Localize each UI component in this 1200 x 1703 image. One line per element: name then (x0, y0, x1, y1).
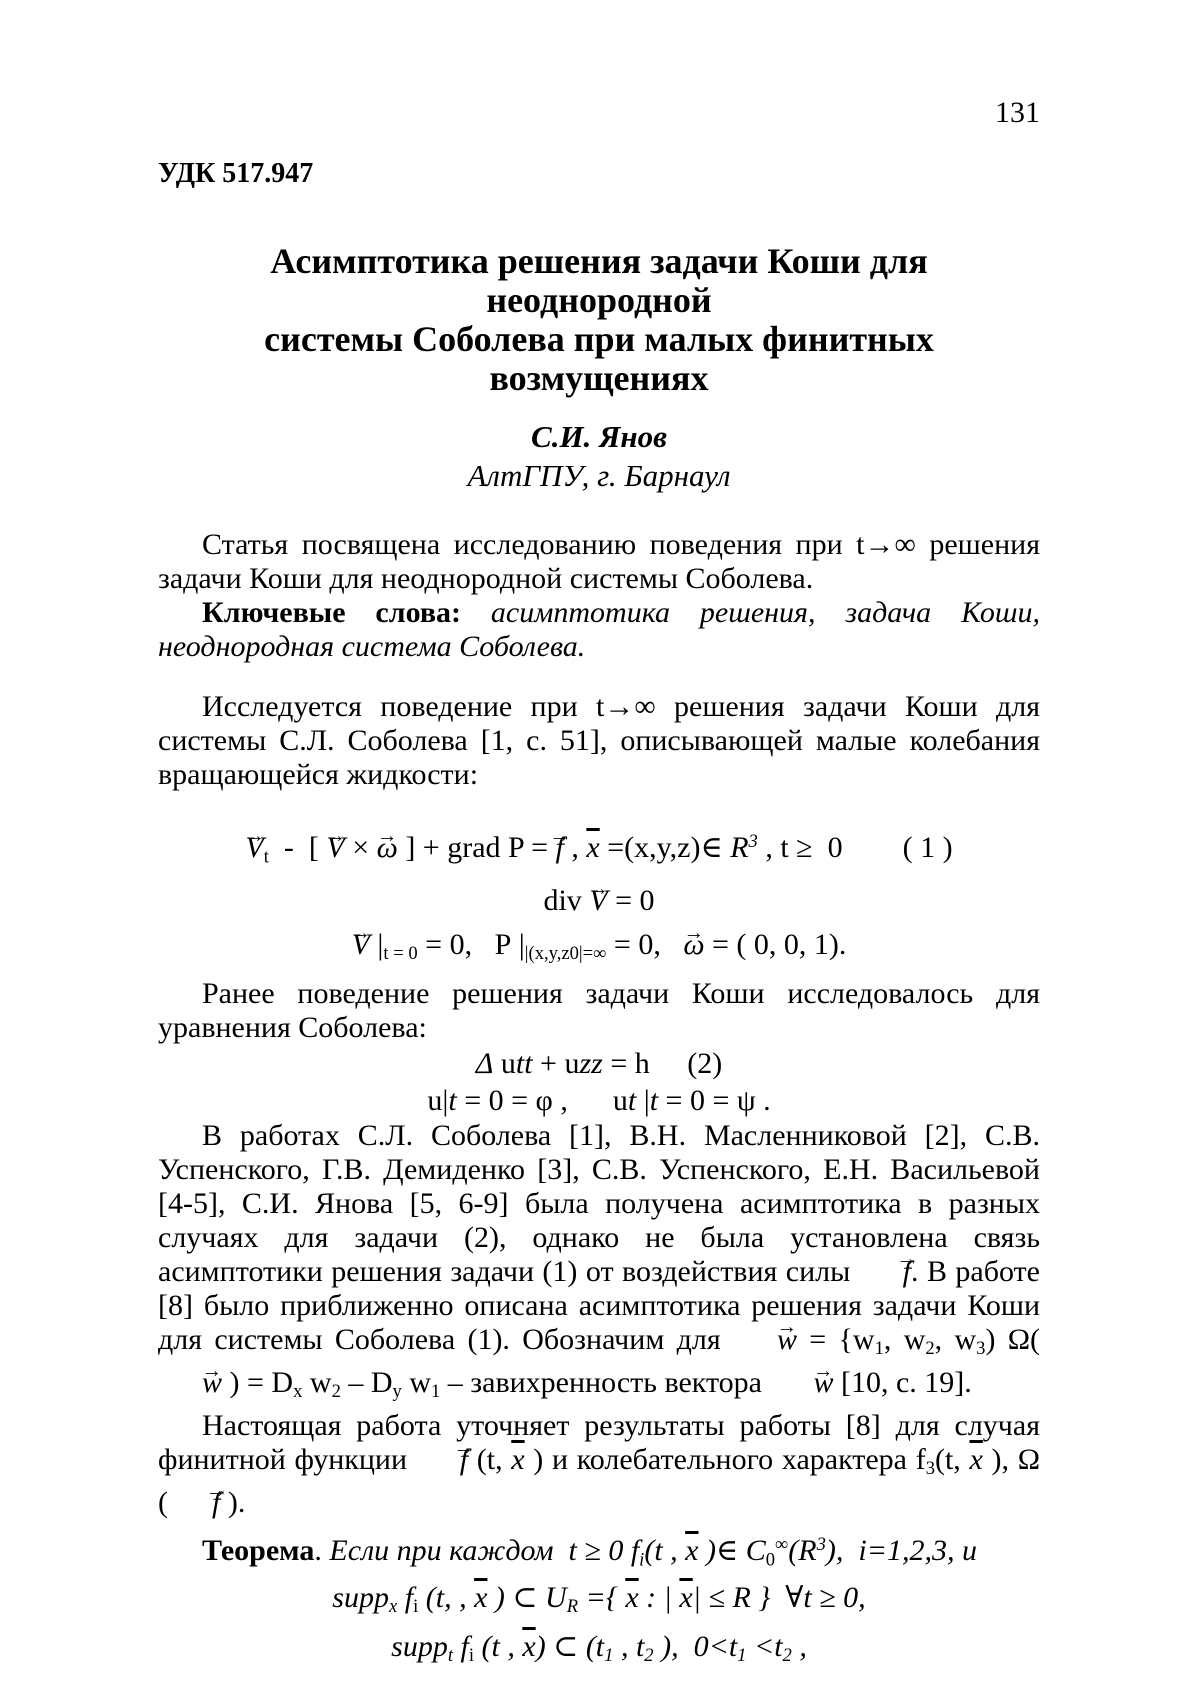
text-run: → V (589, 879, 607, 923)
text-run: u| (427, 1083, 449, 1117)
text-run: Теорема (202, 1534, 315, 1568)
text-run: 1 (737, 1645, 747, 1667)
text-run: → f (168, 1486, 220, 1520)
keywords-paragraph (158, 596, 1040, 664)
text-run: , t ≥ 0 (757, 831, 843, 865)
previous-work-paragraph (158, 977, 1040, 1045)
text-run: ] + grad P = (397, 831, 556, 865)
text-run: y (392, 1381, 402, 1403)
equation-2-line-1 (158, 1045, 1040, 1082)
text-run: Ранее поведение решения задачи Коши исследовалось для уравнения Соболева: (158, 976, 1040, 1044)
text-run: |(x,y,z0|=∞ (524, 943, 607, 965)
text-run: ) и колебательного характера f (524, 1443, 926, 1477)
text-run: 0 (765, 1549, 775, 1571)
text-run: $\overline{x}$ (522, 1629, 536, 1663)
text-run: R (798, 1534, 817, 1568)
theorem-condition-2 (158, 1627, 1040, 1676)
text-run: ={ (578, 1580, 626, 1614)
text-run: i (413, 1595, 419, 1617)
text-run: = 0 = φ , (456, 1083, 568, 1117)
text-run: → w (158, 1366, 222, 1400)
text-run: $\overline{x}$ (586, 831, 600, 865)
text-run: (t, (468, 1443, 512, 1477)
text-run: ), Ω ( (158, 1443, 1041, 1520)
text-run: = 0, (417, 928, 473, 962)
equation-1-line-2 (158, 879, 1040, 923)
text-run: w (401, 1365, 431, 1399)
text-run: u (567, 1083, 628, 1117)
text-run: асимптотика решения, задача Коши, неоднородная система Соболева. (158, 596, 1040, 663)
text-run: (t, (934, 1443, 970, 1477)
text-run: $\overline{x}$ (474, 1580, 488, 1614)
article-title-line-2: системы Соболева при малых финитных возмущениях (264, 319, 934, 398)
text-run: : | (638, 1580, 680, 1614)
text-run: t (649, 1083, 659, 1117)
text-run: 3 (748, 831, 758, 852)
text-run: ( (788, 1534, 799, 1568)
text-run: 3 (976, 1337, 986, 1359)
text-run: = 0, (606, 928, 661, 962)
text-run: 2 (925, 1337, 935, 1359)
theorem-condition-1 (158, 1578, 1040, 1627)
text-run: . В работе [8] было приближенно описана асимптотика решения задачи Коши для системы Соболева (1). Обозначим для (158, 1254, 1040, 1356)
intro-paragraph (158, 690, 1040, 792)
text-run: ), 0<t (653, 1629, 738, 1663)
text-run: f (453, 1629, 469, 1663)
text-run: , t (613, 1629, 645, 1663)
text-run: . (314, 1534, 330, 1568)
text-run: 1 (431, 1381, 441, 1403)
text-run: t (627, 1083, 637, 1117)
article-title (158, 242, 1040, 398)
text-run: $\overline{x}$ (511, 1443, 525, 1477)
author-name: С.И. Янов (531, 419, 667, 454)
text-run: → f (416, 1443, 468, 1477)
text-run: $\overline{x}$ (685, 1534, 699, 1568)
text-run: ( 1 ) (842, 831, 953, 865)
text-run: – завихренность вектора (440, 1365, 770, 1399)
theorem-statement (158, 1528, 1040, 1577)
abstract-paragraph (158, 528, 1040, 596)
text-run: → f (556, 826, 564, 870)
text-run: Δ (475, 1046, 494, 1080)
text-run: ), i=1,2,3, и (825, 1534, 977, 1568)
text-run (661, 928, 684, 961)
text-run: , w (934, 1322, 977, 1356)
text-run: 2 (782, 1645, 792, 1667)
text-run: ) ⊂ U (487, 1580, 567, 1614)
text-run: w (302, 1365, 332, 1399)
text-run: ∞ (775, 1534, 789, 1556)
udc-code: УДК 517.947 (158, 158, 314, 189)
text-run: R (730, 831, 749, 865)
text-run: | (636, 1083, 650, 1117)
text-run: x (293, 1381, 303, 1403)
text-run: =(x,y,z)∈ (599, 831, 731, 865)
text-run: zz (579, 1046, 603, 1080)
text-run: 2 (644, 1645, 654, 1667)
text-run: , (791, 1629, 807, 1663)
equation-1-line-3 (158, 923, 1040, 976)
text-run: → V (326, 826, 344, 870)
related-works-paragraph (158, 1119, 1040, 1409)
text-run: = 0 (607, 884, 655, 918)
text-run: )∈ (698, 1534, 746, 1568)
text-run: P | (472, 928, 525, 962)
text-run: supp (332, 1580, 389, 1614)
present-work-paragraph (158, 1409, 1040, 1520)
text-run: tt (515, 1046, 533, 1080)
text-run: i (468, 1645, 475, 1667)
text-run: 1 (604, 1645, 614, 1667)
text-run: Статья посвящена исследованию поведения при t→∞ решения задачи Коши для неоднородной системы Соболева. (158, 528, 1040, 595)
text-run: ) ⊂ (t (535, 1629, 605, 1663)
text-run: supp (391, 1629, 448, 1663)
text-run: ) = D (222, 1365, 294, 1399)
text-run: → ω (377, 826, 398, 870)
text-run: Если при каждом t ≥ 0 f (329, 1534, 640, 1568)
text-run: C (745, 1534, 766, 1568)
text-run: Ключевые слова: (202, 596, 491, 629)
equation-2-line-2 (158, 1082, 1040, 1119)
text-run: – D (340, 1365, 393, 1399)
text-run: → w (769, 1366, 833, 1400)
text-run: <t (746, 1629, 783, 1663)
text-run: | ≤ R } ∀t ≥ 0, (692, 1580, 866, 1614)
text-run: = {w (796, 1322, 875, 1356)
text-run: ). (220, 1486, 246, 1520)
text-run: = 0 = ψ . (658, 1083, 771, 1117)
article-title-line-1: Асимптотика решения задачи Коши для неоднородной (270, 241, 928, 320)
page-number: 131 (995, 96, 1040, 129)
text-run: × (344, 831, 377, 865)
text-run: → V (245, 826, 263, 870)
text-run: 3 (816, 1534, 826, 1556)
text-run: , (563, 831, 587, 865)
text-run: → V (352, 923, 370, 967)
text-run: f (397, 1580, 414, 1614)
text-run: x (388, 1595, 398, 1617)
text-run: , w (883, 1322, 926, 1356)
text-run: t (447, 1645, 454, 1667)
text-run: (t , (644, 1534, 686, 1568)
text-run: $\overline{x}$ (625, 1580, 639, 1614)
text-run: В работах С.Л. Соболева [1], В.Н. Масленниковой [2], С.В. Успенского, Г.В. Демиденко [3], С.В. Успенского, Е.Н. Васильевой [4-5], С.И. Янова [5, 6-9] была получена асимптотика в разных случаях для задачи (2), однако не была установлена связь асимптотики решения задачи (1) от воздействия силы (158, 1118, 1040, 1288)
text-run: - [ (268, 831, 327, 865)
text-run: div (543, 884, 590, 918)
text-run: + u (532, 1046, 580, 1080)
text-run: Настоящая работа уточняет результаты работы [8] для случая финитной функции (158, 1409, 1040, 1477)
text-run: R (566, 1595, 579, 1617)
text-run: → ω (683, 923, 704, 967)
text-run: $\overline{x}$ (679, 1580, 693, 1614)
text-run: = ( 0, 0, 1). (704, 928, 847, 962)
text-run: 2 (331, 1381, 341, 1403)
text-run: u (493, 1046, 516, 1080)
text-run: i (639, 1549, 645, 1571)
text-run: Исследуется поведение при t→∞ решения задачи Коши для системы С.Л. Соболева [1, с. 51], описывающей малые колебания вращающейся жидкости: (158, 690, 1040, 791)
text-run: = h (602, 1046, 650, 1080)
text-run: [10, с. 19]. (833, 1365, 972, 1399)
text-run: t (448, 1083, 457, 1117)
text-run: (2) (649, 1046, 723, 1080)
text-run: → f (859, 1255, 911, 1289)
author-affiliation: АлтГПУ, г. Барнаул (467, 458, 731, 493)
text-run: 3 (925, 1458, 935, 1480)
text-run: t (263, 846, 269, 868)
text-run: (t, , (418, 1580, 475, 1614)
text-run: (t , (474, 1629, 523, 1663)
text-run: $\overline{x}$ (969, 1443, 983, 1477)
text-run: → w (733, 1323, 797, 1357)
text-run: t = 0 (383, 943, 418, 965)
text-run: 1 (874, 1337, 884, 1359)
text-run: ) Ω( (985, 1322, 1041, 1356)
text-run: | (369, 928, 384, 962)
